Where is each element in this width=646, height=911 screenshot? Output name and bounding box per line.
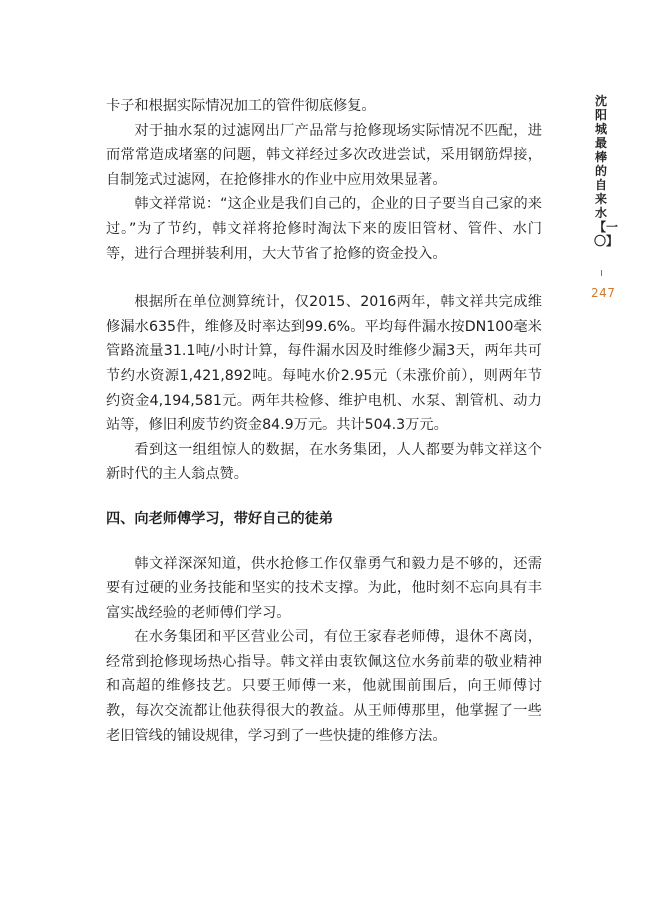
paragraph-gap xyxy=(106,266,542,290)
stats-paragraphs xyxy=(106,290,542,487)
section-heading: 四、向老师傅学习，带好自己的徒弟 xyxy=(106,510,334,527)
heading-gap xyxy=(106,487,542,507)
body-paragraph: 根据所在单位测算统计，仅2015、2016两年，韩文祥共完成维修漏水635件，维修及时率达到99.6%。平均每件漏水按DN100毫米管路流量31.1吨/小时计算，每件漏水因及时维修少漏3天，两年共可节约水资源1,421,892吨。每吨水价2.95元（未涨价前），则两年节约资金4,194,581元。两年共检修、维护电机、水泵、割管机、动力站等，修旧利废节约资金84.9万元。共计504.3万元。 xyxy=(106,294,542,434)
book-title-vertical: 沈阳城最棒的自来水【一〇】 xyxy=(594,94,619,248)
bottom-paragraphs xyxy=(106,552,542,749)
heading-gap xyxy=(106,532,542,552)
top-paragraphs xyxy=(106,94,542,266)
side-divider xyxy=(601,270,602,276)
body-paragraph: 卡子和根据实际情况加工的管件彻底修复。 xyxy=(106,98,376,114)
body-paragraph: 韩文祥深深知道，供水抢修工作仅靠勇气和毅力是不够的，还需要有过硬的业务技能和坚实的技术支撑。为此，他时刻不忘向具有丰富实战经验的老师傅们学习。 xyxy=(106,555,542,621)
body-paragraph: 看到这一组组惊人的数据，在水务集团，人人都要为韩文祥这个新时代的主人翁点赞。 xyxy=(106,441,542,483)
body-paragraph: 韩文祥常说：“这企业是我们自己的，企业的日子要当自己家的来过。”为了节约，韩文祥将抢修时淘汰下来的废旧管材、管件、水门等，进行合理拼装利用，大大节省了抢修的资金投入。 xyxy=(106,196,542,262)
side-running-header xyxy=(591,94,619,300)
page-number: 247 xyxy=(591,286,616,300)
body-paragraph: 在水务集团和平区营业公司，有位王家春老师傅，退休不离岗，经常到抢修现场热心指导。韩文祥由衷钦佩这位水务前辈的敬业精神和高超的维修技艺。只要王师傅一来，他就围前围后，向王师傅讨教，每次交流都让他获得很大的教益。从王师傅那里，他掌握了一些老旧管线的铺设规律，学习到了一些快捷的维修方法。 xyxy=(106,629,542,744)
main-text-column xyxy=(106,94,542,748)
body-paragraph: 对于抽水泵的过滤网出厂产品常与抢修现场实际情况不匹配，进而常常造成堵塞的问题，韩文祥经过多次改进尝试，采用钢筋焊接，自制笼式过滤网，在抢修排水的作业中应用效果显著。 xyxy=(106,122,542,188)
